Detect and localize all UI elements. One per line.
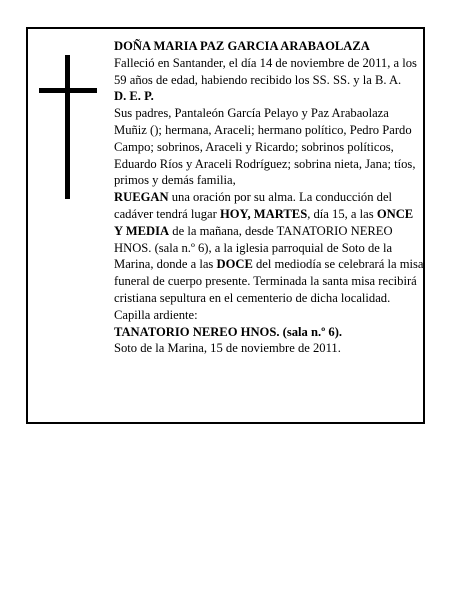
departure-time: ONCE Y MEDIA [114,206,414,238]
departure-text: de la mañana, desde TANATORIO NEREO HNOS. (sala n.º 6), a la iglesia parroquial de Soto de la Marina, donde a las [114,223,393,272]
prayer-text: una oración por su alma. La conducción del cadáver tendrá lugar [114,190,393,221]
mass-time: DOCE [216,257,253,272]
cross-icon [39,55,97,199]
date-text: , día 15, a las [307,206,377,221]
funeral-details [114,189,424,323]
death-statement: Falleció en Santander, el día 14 de noviembre de 2011, a los 59 años de edad, habiendo recibido los SS. SS. y la B. A. [114,55,417,87]
obituary-notice [26,27,425,424]
place-date: Soto de la Marina, 15 de noviembre de 2011. [114,341,341,356]
funeral-day: HOY, MARTES [219,206,308,221]
family-list: Sus padres, Pantaleón García Pelayo y Paz Arabaolaza Muñiz (); hermana, Araceli; hermano político, Pedro Pardo Campo; sobrinos, Araceli y Ricardo; sobrinos políticos, Eduardo Ríos y Araceli Rodríguez; sobrina nieta, Jana; tíos, primos y demás familia, [114,106,416,188]
deceased-name: DOÑA MARIA PAZ GARCIA ARABAOLAZA [114,39,370,53]
chapel-location: TANATORIO NEREO HNOS. (sala n.º 6). [114,324,343,339]
cross-horizontal-bar [39,88,97,93]
ruegan-text: RUEGAN [114,190,169,205]
mass-text: del mediodía se celebrará la misa funeral de cuerpo presente. Terminada la santa misa recibirá cristiana sepultura en el cementerio de dicha localidad. Capilla ardiente: [114,257,424,322]
notice-text [114,38,424,357]
rip-line: D. E. P. [114,89,154,104]
cross-vertical-bar [65,55,70,199]
